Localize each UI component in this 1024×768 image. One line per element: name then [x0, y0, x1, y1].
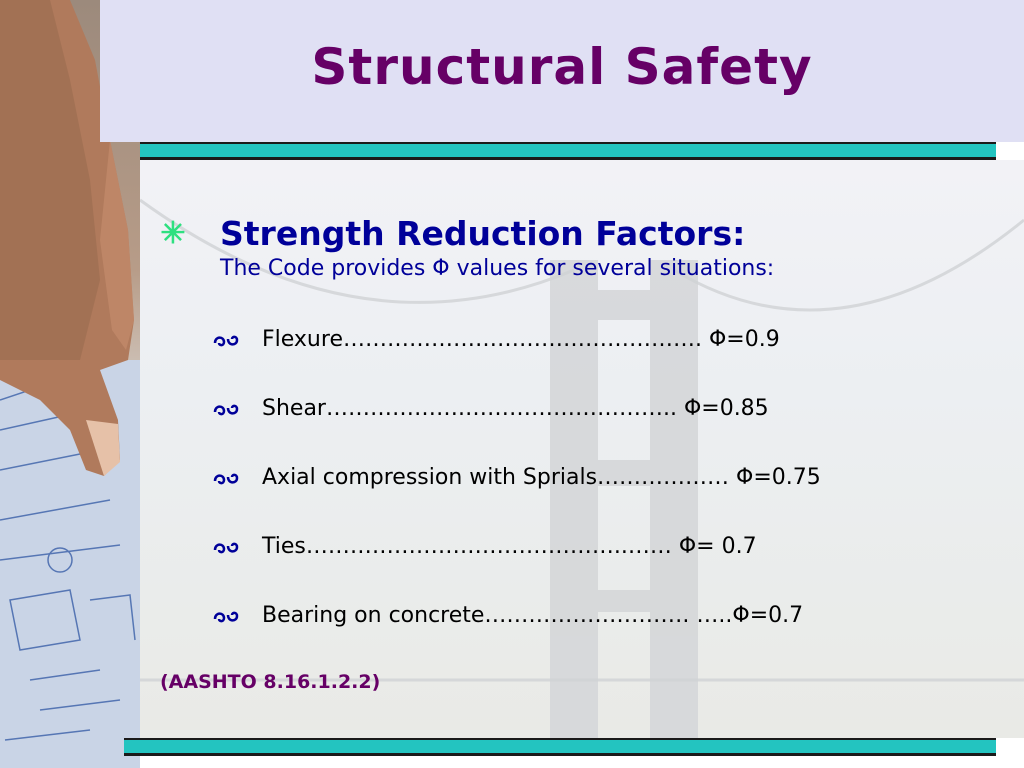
list-item-text: Shear……………….……………………….. Φ=0.85	[262, 396, 769, 421]
list-item-text: Ties……………………………………..…… Φ= 0.7	[262, 534, 757, 559]
list-item-text: Bearing on concrete………………………. …..Φ=0.7	[262, 603, 804, 628]
swirl-bullet-icon	[212, 402, 240, 418]
swirl-bullet-icon	[212, 471, 240, 487]
bottom-accent-rule	[124, 738, 996, 756]
list-item-text: Flexure…………………………………………. Φ=0.9	[262, 327, 780, 352]
section-heading: Strength Reduction Factors:	[220, 214, 746, 253]
swirl-bullet-icon	[212, 333, 240, 349]
top-accent-rule	[140, 142, 996, 160]
asterisk-star-icon: ✳	[160, 217, 186, 250]
section-subheading: The Code provides Φ values for several situations:	[220, 256, 775, 281]
swirl-bullet-icon	[212, 540, 240, 556]
code-reference: (AASHTO 8.16.1.2.2)	[160, 671, 381, 693]
slide-title: Structural Safety	[311, 38, 813, 96]
list-item-text: Axial compression with Sprials……………… Φ=0.75	[262, 465, 821, 490]
swirl-bullet-icon	[212, 609, 240, 625]
